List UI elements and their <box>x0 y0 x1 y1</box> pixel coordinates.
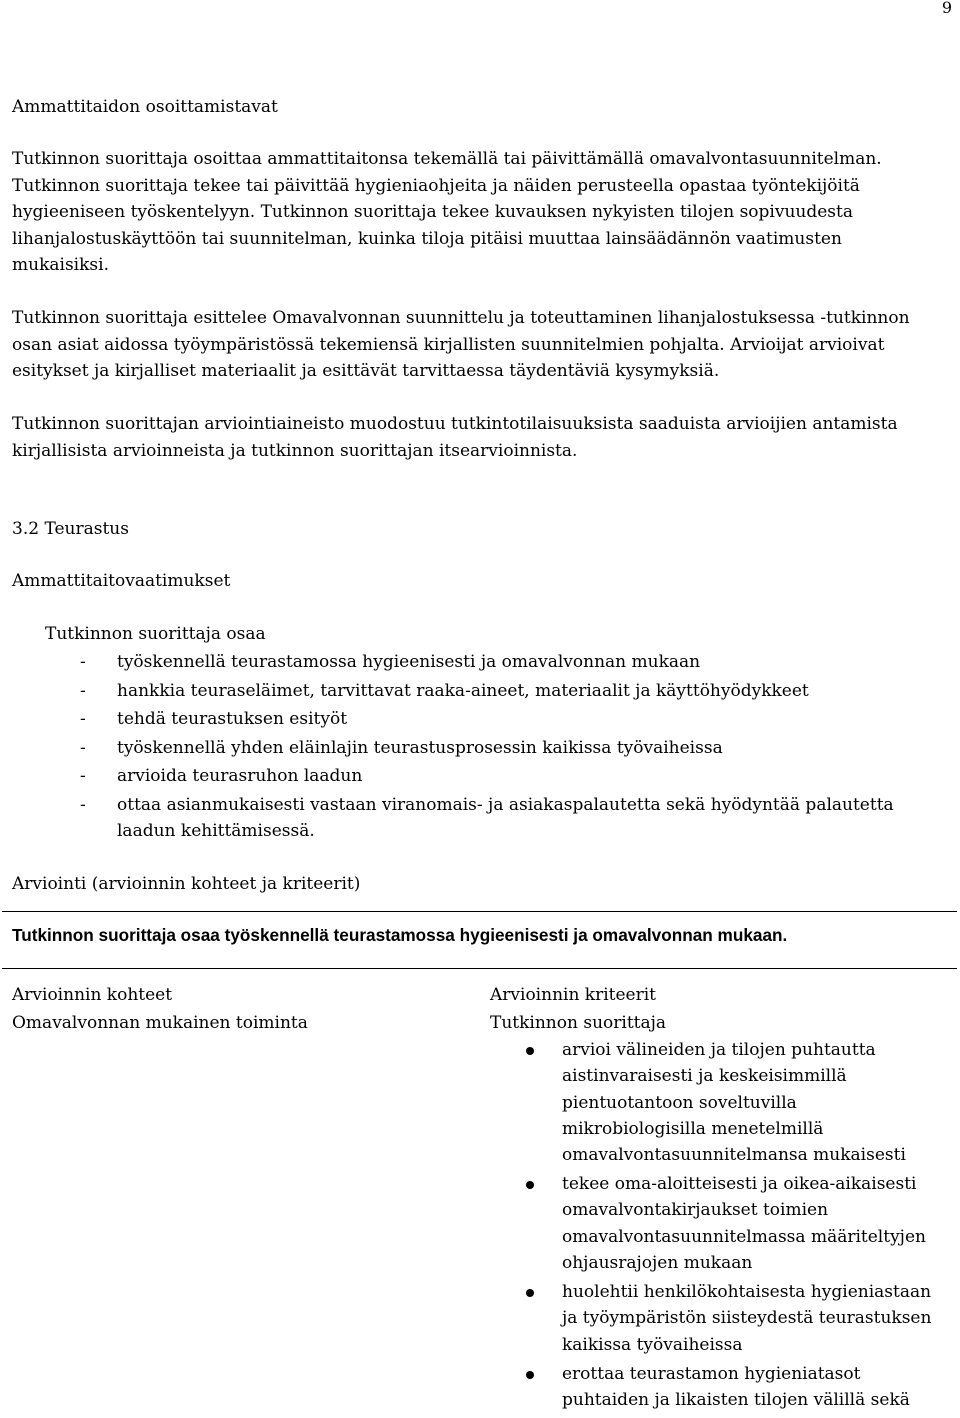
list-item-text: hankkia teuraseläimet, tarvittavat raaka-aineet, materiaalit ja käyttöhyödykkeet <box>117 681 809 701</box>
requirements-heading: Ammattitaitovaatimukset <box>12 571 231 591</box>
dash-marker: - <box>80 681 86 701</box>
dash-marker: - <box>80 652 86 672</box>
paragraph-line: kirjallisista arvioinneista ja tutkinnon suorittajan itsearvioinnista. <box>12 441 578 461</box>
criteria-line: tekee oma-aloitteisesti ja oikea-aikaisesti <box>562 1174 917 1194</box>
dash-marker: - <box>80 766 86 786</box>
paragraph-line: Tutkinnon suorittaja esittelee Omavalvonnan suunnittelu ja toteuttaminen lihanjalostuksessa -tutkinnon <box>12 308 910 328</box>
criteria-line: huolehtii henkilökohtaisesta hygieniastaan <box>562 1282 932 1302</box>
list-item-text: arvioida teurasruhon laadun <box>117 766 363 786</box>
list-item-text: työskennellä teurastamossa hygieenisesti ja omavalvonnan mukaan <box>117 652 701 672</box>
paragraph-line: Tutkinnon suorittajan arviointiaineisto muodostuu tutkintotilaisuuksista saaduista arvioijien antamista <box>12 414 898 434</box>
criteria-text <box>562 1171 952 1276</box>
table-header: Tutkinnon suorittaja osaa työskennellä teurastamossa hygieenisesti ja omavalvonnan mukaan. <box>12 925 788 945</box>
criteria-line: omavalvontasuunnitelmansa mukaisesti <box>562 1145 906 1166</box>
criteria-line: aistinvaraisesti ja keskeisimmillä <box>562 1066 847 1087</box>
column-heading: Arvioinnin kriteerit <box>490 985 657 1005</box>
assessment-targets-column <box>12 981 432 1037</box>
criteria-text <box>562 1279 952 1358</box>
list-item-text: tehdä teurastuksen esityöt <box>117 709 348 729</box>
criteria-line: omavalvontakirjaukset toimien <box>562 1200 829 1221</box>
assessment-target: Omavalvonnan mukainen toiminta <box>12 1013 308 1033</box>
criteria-line: mikrobiologisilla menetelmillä <box>562 1118 824 1139</box>
criteria-line: ja työympäristön siisteydestä teurastuksen <box>562 1308 932 1329</box>
criteria-line: omavalvontasuunnitelmassa määriteltyjen <box>562 1226 926 1247</box>
bullet-icon <box>526 1181 534 1189</box>
paragraph-line: lihanjalostuskäyttöön tai suunnitelman, kuinka tiloja pitäisi muuttaa lainsäädännön vaatimusten <box>12 229 842 249</box>
dash-marker: - <box>80 709 86 729</box>
paragraph-line: Tutkinnon suorittaja osoittaa ammattitaitonsa tekemällä tai päivittämällä omavalvontasuunnitelman. <box>12 149 882 169</box>
requirements-intro: Tutkinnon suorittaja osaa <box>45 624 266 644</box>
assessment-criteria-column <box>490 981 950 1037</box>
list-item-text: työskennellä yhden eläinlajin teurastusprosessin kaikissa työvaiheissa <box>117 738 723 758</box>
paragraph-line: Tutkinnon suorittaja tekee tai päivittää hygieniaohjeita ja näiden perusteella opastaa työntekijöitä <box>12 176 860 196</box>
bullet-icon <box>526 1289 534 1297</box>
criteria-line: erottaa teurastamon hygieniatasot <box>562 1364 861 1384</box>
criteria-line: arvioi välineiden ja tilojen puhtautta <box>562 1040 876 1060</box>
paragraph-line: osan asiat aidossa työympäristössä tekemiensä kirjallisten suunnitelmien pohjalta. Arvioijat arvioivat <box>12 335 885 355</box>
column-heading: Arvioinnin kohteet <box>12 985 173 1005</box>
list-item-text: ottaa asianmukaisesti vastaan viranomais- ja asiakaspalautetta sekä hyödyntää palautetta <box>117 795 894 815</box>
criteria-intro: Tutkinnon suorittaja <box>490 1013 667 1033</box>
assessment-heading: Arviointi (arvioinnin kohteet ja kriteerit) <box>12 874 361 894</box>
criteria-text <box>562 1361 952 1414</box>
criteria-line: kaikissa työvaiheissa <box>562 1334 743 1355</box>
criteria-line: puhtaiden ja likaisten tilojen välillä sekä <box>562 1390 910 1411</box>
table-header-rule <box>2 968 957 969</box>
list-item-text: laadun kehittämisessä. <box>117 821 315 841</box>
criteria-line: ohjausrajojen mukaan <box>562 1252 753 1273</box>
section-heading-demonstration: Ammattitaidon osoittamistavat <box>12 97 278 117</box>
dash-marker: - <box>80 738 86 758</box>
paragraph-line: hygieeniseen työskentelyyn. Tutkinnon suorittaja tekee kuvauksen nykyisten tilojen sopivuudesta <box>12 202 853 222</box>
dash-marker: - <box>80 795 86 815</box>
section-title: 3.2 Teurastus <box>12 519 129 539</box>
paragraph-line: mukaisiksi. <box>12 255 109 275</box>
paragraph-line: esitykset ja kirjalliset materiaalit ja esittävät tarvittaessa täydentäviä kysymyksiä. <box>12 361 720 381</box>
criteria-line: pientuotantoon soveltuvilla <box>562 1092 797 1113</box>
criteria-text <box>562 1037 952 1168</box>
page-number: 9 <box>941 0 952 17</box>
bullet-icon <box>526 1371 534 1379</box>
table-top-rule <box>2 911 957 912</box>
bullet-icon <box>526 1047 534 1055</box>
